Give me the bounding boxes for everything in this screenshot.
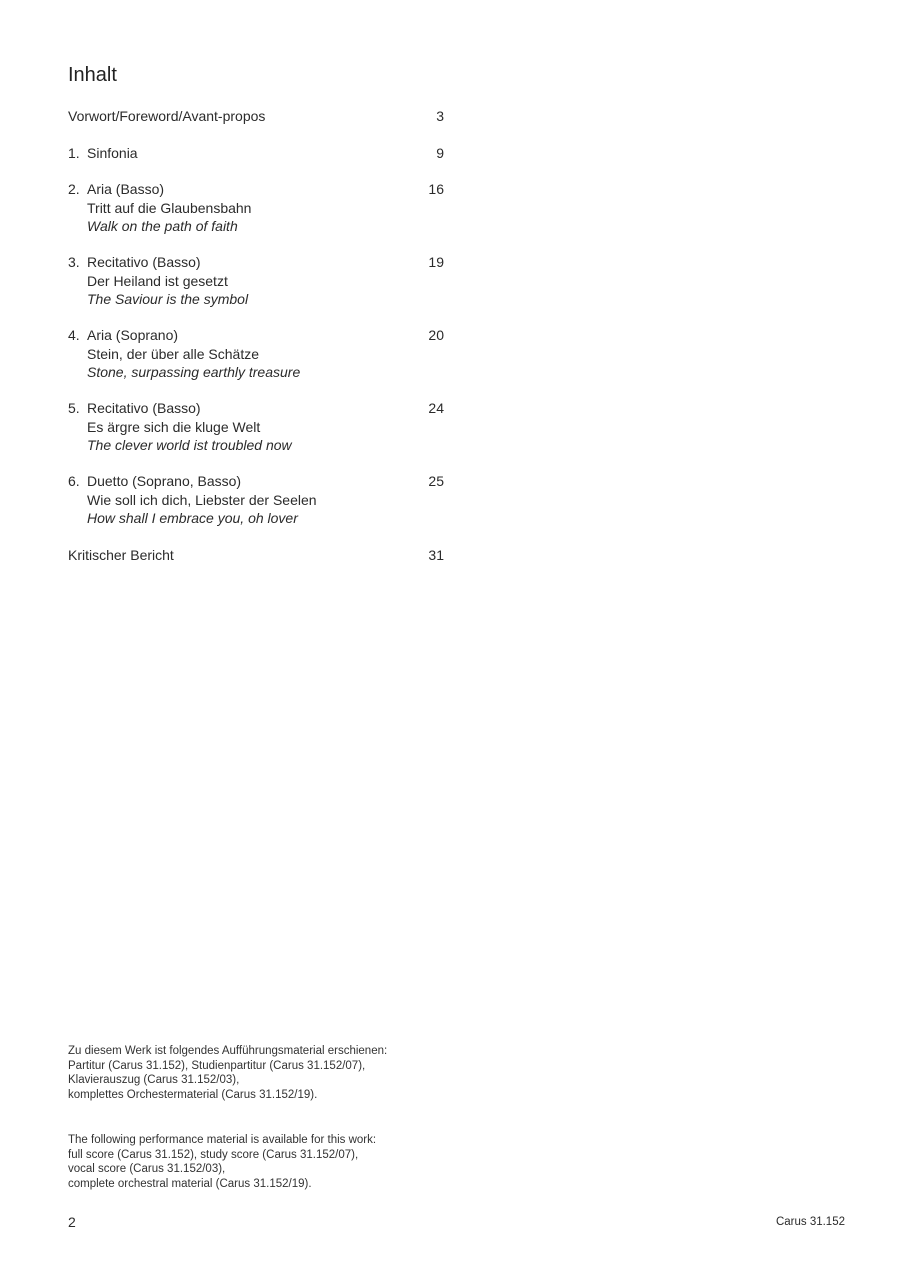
toc-item <box>68 399 444 455</box>
note-line: Zu diesem Werk ist folgendes Aufführungsmaterial erschienen: <box>68 1045 388 1057</box>
toc-german-text: Der Heiland ist gesetzt <box>87 272 228 289</box>
note-line: complete orchestral material (Carus 31.152/19). <box>68 1177 312 1190</box>
note-line: Klavierauszug (Carus 31.152/03), <box>68 1074 240 1086</box>
toc-item <box>68 180 444 236</box>
toc-german-text: Stein, der über alle Schätze <box>87 345 259 362</box>
page-title: Inhalt <box>68 64 117 86</box>
toc-page: 3 <box>436 108 444 124</box>
toc-title: Aria (Soprano) <box>87 327 179 343</box>
toc-german-text: Es ärgre sich die kluge Welt <box>87 418 261 435</box>
toc-number: 3. <box>68 254 80 270</box>
toc-number: 1. <box>68 145 80 161</box>
toc-page: 19 <box>428 254 444 270</box>
toc-label: Vorwort/Foreword/Avant-propos <box>68 108 266 124</box>
note-line: full score (Carus 31.152), study score (Carus 31.152/07), <box>68 1148 359 1161</box>
toc-item <box>68 253 444 309</box>
toc-page: 16 <box>428 181 444 197</box>
note-line: The following performance material is available for this work: <box>68 1134 377 1146</box>
note-line: Partitur (Carus 31.152), Studienpartitur (Carus 31.152/07), <box>68 1059 366 1072</box>
toc-foreword <box>68 107 444 126</box>
toc-number: 6. <box>68 473 80 489</box>
page-number: 2 <box>68 1214 76 1230</box>
toc-title: Duetto (Soprano, Basso) <box>87 473 242 489</box>
performance-material-german <box>68 1044 387 1102</box>
toc-report <box>68 546 444 565</box>
toc-page: 25 <box>428 473 444 489</box>
toc-title: Recitativo (Basso) <box>87 254 201 270</box>
toc-page: 31 <box>428 547 444 563</box>
toc-german-text: Wie soll ich dich, Liebster der Seelen <box>87 491 317 508</box>
performance-material-english <box>68 1133 376 1191</box>
catalog-number: Carus 31.152 <box>775 1216 845 1228</box>
note-line: vocal score (Carus 31.152/03), <box>68 1163 226 1175</box>
toc-title: Sinfonia <box>87 145 138 161</box>
toc-title: Aria (Basso) <box>87 181 165 197</box>
toc-english-text: How shall I embrace you, oh lover <box>87 510 298 526</box>
toc-number: 4. <box>68 327 80 343</box>
toc-english-text: Stone, surpassing earthly treasure <box>87 364 301 380</box>
toc-english-text: The Saviour is the symbol <box>87 291 249 307</box>
toc-item <box>68 472 444 528</box>
toc-page: 24 <box>428 400 444 416</box>
toc-page: 9 <box>436 145 444 161</box>
toc-label: Kritischer Bericht <box>68 547 174 563</box>
note-line: komplettes Orchestermaterial (Carus 31.152/19). <box>68 1088 318 1101</box>
toc-number: 2. <box>68 181 80 197</box>
toc-title: Recitativo (Basso) <box>87 400 201 416</box>
toc-item <box>68 144 444 163</box>
toc-english-text: The clever world ist troubled now <box>87 437 292 453</box>
toc-number: 5. <box>68 400 80 416</box>
toc-german-text: Tritt auf die Glaubensbahn <box>87 199 252 216</box>
toc-page: 20 <box>428 327 444 343</box>
toc-english-text: Walk on the path of faith <box>87 218 238 234</box>
toc-item <box>68 326 444 382</box>
